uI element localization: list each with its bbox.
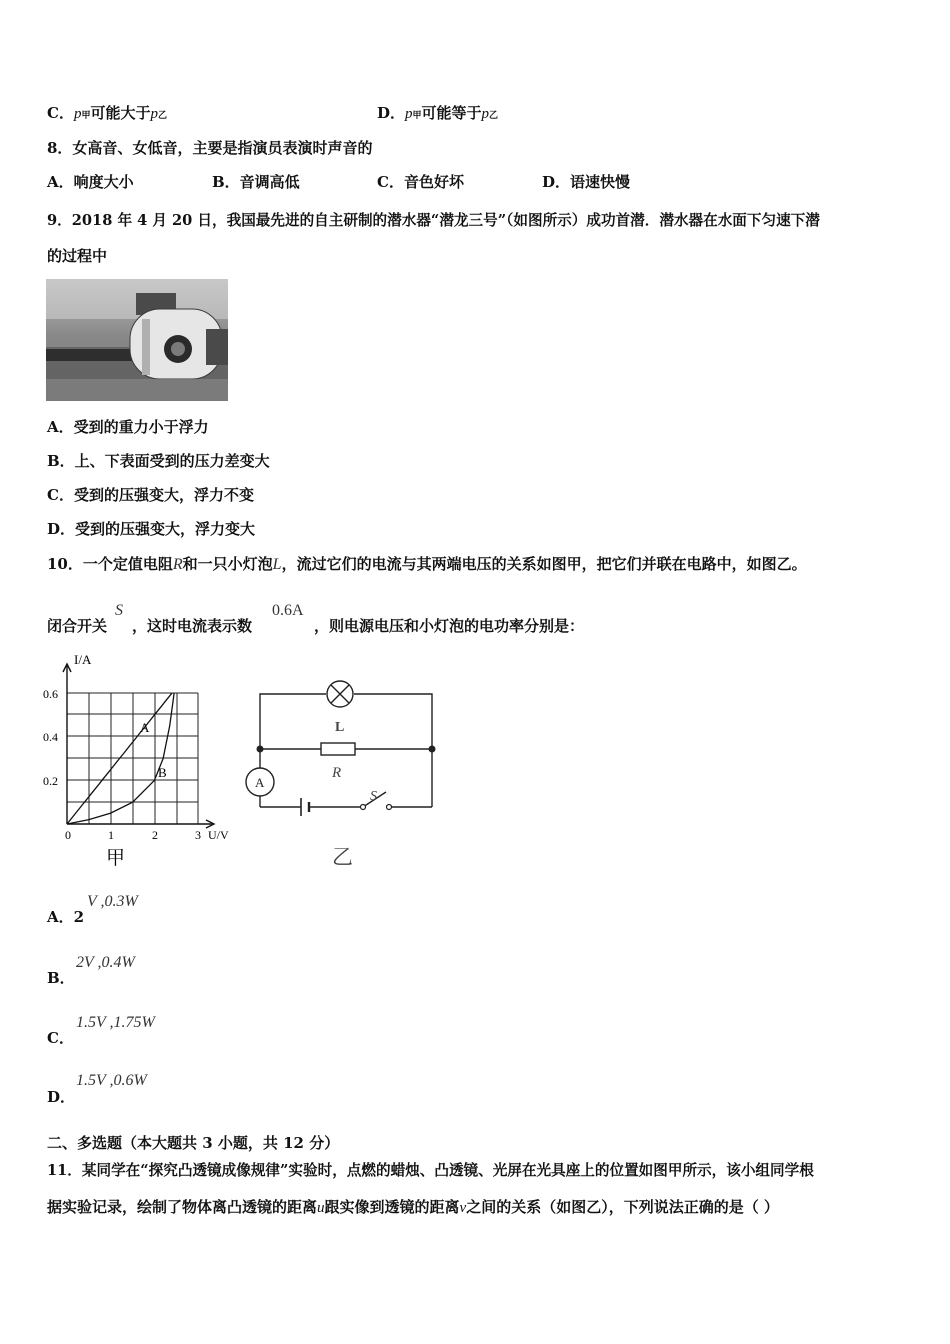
graph-ylabel: I/A: [74, 652, 92, 667]
q9-option-b[interactable]: B．上、下表面受到的压力差变大: [47, 452, 270, 470]
q10-S: S: [115, 602, 123, 619]
q11-u: u: [317, 1200, 325, 1216]
q9-option-c[interactable]: C．受到的压强变大，浮力不变: [47, 486, 254, 504]
graph-ytick-0-6: 0.6: [43, 687, 58, 701]
q10-option-d-value: 1.5V ,0.6W: [76, 1072, 147, 1089]
q9-option-d[interactable]: D．受到的压强变大，浮力变大: [47, 520, 256, 538]
q11-line2-c: 之间的关系（如图乙），下列说法正确的是（ ）: [466, 1198, 779, 1216]
graph-label-b: B: [158, 765, 167, 780]
q11-line2-b: 跟实像到透镜的距离: [324, 1198, 460, 1216]
q7-d-text: 可能等于: [421, 104, 482, 122]
graph-label-a: A: [140, 720, 150, 735]
resistor-symbol: [321, 743, 355, 755]
circuit-caption: 乙: [332, 845, 353, 869]
q9-option-a[interactable]: A．受到的重力小于浮力: [47, 418, 209, 436]
q10-option-a-label: A．: [47, 908, 74, 926]
battery-symbol: [301, 798, 309, 816]
junction-left: [257, 746, 264, 753]
lamp-symbol: [327, 681, 353, 707]
q10-current-value: 0.6A: [272, 602, 304, 619]
q7-c-sub1: 甲: [81, 111, 91, 121]
q11-line2: [47, 1196, 779, 1217]
circuit-label-a: A: [255, 775, 265, 790]
q10-option-c-value: 1.5V ,1.75W: [76, 1014, 155, 1031]
graph-xtick-0: 0: [65, 828, 71, 842]
q7-c-p1: p: [73, 106, 82, 122]
circuit-label-r: R: [332, 765, 342, 781]
q10-line2-b: ，这时电流表示数: [132, 617, 253, 635]
q9-stem-line1: 9．2018 年 4 月 20 日，我国最先进的自主研制的潜水器“潜龙三号”（如图所示）成功首潜．潜水器在水面下匀速下潜: [47, 212, 820, 229]
q8-option-d[interactable]: D．语速快慢: [542, 173, 631, 191]
q7-d-sub1: 甲: [412, 111, 422, 121]
q10-option-a[interactable]: [47, 906, 84, 927]
q10-option-c-label[interactable]: C．: [47, 1029, 74, 1047]
q10-option-d-label[interactable]: D．: [47, 1088, 76, 1106]
q9-stem-line2: 的过程中: [47, 247, 108, 265]
submersible-photo: [46, 279, 228, 401]
q11-line1: 11．某同学在“探究凸透镜成像规律”实验时，点燃的蜡烛、凸透镜、光屏在光具座上的位置如图甲所示，该小组同学根: [47, 1162, 814, 1179]
circuit-label-l: L: [335, 720, 345, 735]
q10-line2-c: ，则电源电压和小灯泡的电功率分别是：: [314, 617, 585, 635]
q10-stem-line1: [47, 553, 807, 574]
q10-R: R: [172, 556, 183, 573]
graph-xtick-3: 3: [195, 828, 201, 842]
q8-option-b[interactable]: B．音调高低: [212, 173, 300, 191]
q8-option-a[interactable]: A．响度大小: [47, 173, 134, 191]
q7-option-d-label: D．: [377, 104, 406, 122]
q10-option-b-value: 2V ,0.4W: [76, 954, 135, 971]
graph-caption: 甲: [106, 848, 126, 869]
circuit-diagram: [243, 676, 443, 872]
q10-line2-a: 闭合开关: [47, 617, 108, 635]
graph-xlabel: U/V: [208, 828, 229, 842]
q10-line1-b: 和一只小灯泡: [182, 555, 273, 573]
q7-c-p2: p: [150, 106, 158, 122]
section-heading: 二、多选题（本大题共 3 小题，共 12 分）: [47, 1134, 340, 1152]
q8-option-c[interactable]: C．音色好坏: [377, 173, 464, 191]
q8-stem: 8．女高音、女低音，主要是指演员表演时声音的: [47, 139, 373, 157]
graph-xtick-2: 2: [152, 828, 158, 842]
resistor-line-a: [67, 693, 172, 824]
iu-graph: [40, 650, 240, 872]
q10-option-a-value: V ,0.3W: [87, 893, 138, 910]
q10-option-a-pre: 2: [73, 908, 85, 926]
graph-xtick-1: 1: [108, 828, 114, 842]
q7-c-text: 可能大于: [90, 104, 151, 122]
junction-right: [429, 746, 436, 753]
q7-c-sub2: 乙: [157, 111, 167, 121]
q10-L: L: [272, 556, 282, 573]
q7-option-c-label: C．: [47, 104, 74, 122]
graph-ytick-0-4: 0.4: [43, 730, 58, 744]
q10-line1-c: ，流过它们的电流与其两端电压的关系如图甲，把它们并联在电路中，如图乙。: [281, 555, 807, 573]
q10-line1-a: 10．一个定值电阻: [47, 555, 173, 573]
q11-line2-a: 据实验记录，绘制了物体离凸透镜的距离: [47, 1198, 318, 1216]
q7-d-p2: p: [481, 106, 490, 122]
q10-option-b-label[interactable]: B．: [47, 969, 75, 987]
circuit-label-s: S: [370, 789, 377, 804]
graph-ytick-0-2: 0.2: [43, 774, 58, 788]
q7-d-p1: p: [405, 106, 413, 122]
q7-option-c[interactable]: [47, 102, 167, 123]
q7-option-d[interactable]: [377, 102, 498, 123]
q7-d-sub2: 乙: [489, 111, 499, 121]
switch-symbol: [361, 805, 392, 810]
q11-v: v: [459, 1200, 467, 1216]
